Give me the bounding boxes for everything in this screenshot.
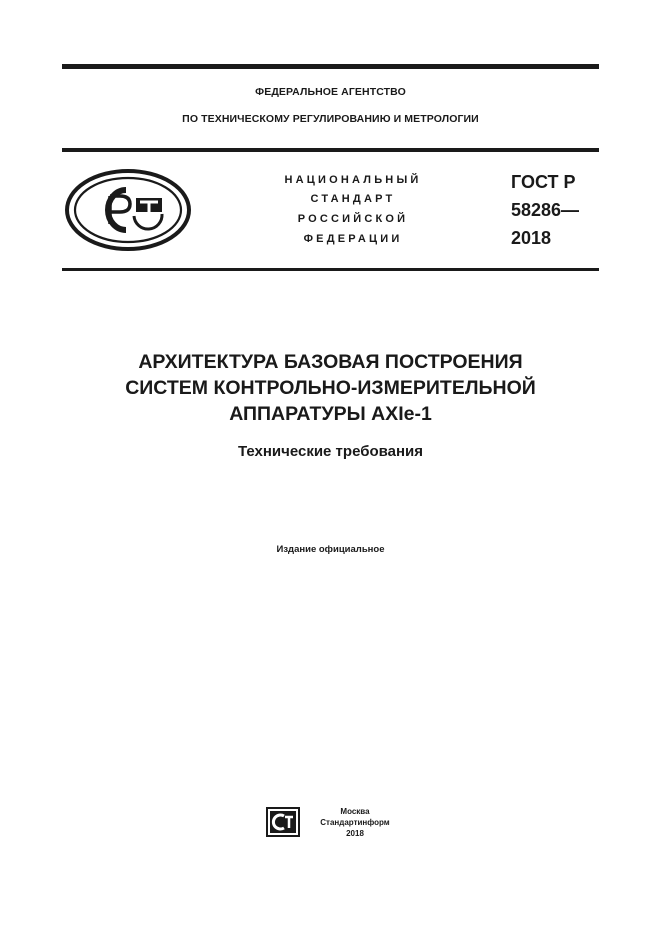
edition-label: Издание официальное	[276, 544, 385, 555]
top-rule	[62, 64, 599, 69]
standard-type-line-1: НАЦИОНАЛЬНЫЙ	[284, 174, 422, 186]
document-title-line-1: АРХИТЕКТУРА БАЗОВАЯ ПОСТРОЕНИЯ	[138, 351, 523, 373]
standartinform-logo-icon	[266, 807, 300, 837]
agency-line-1: ФЕДЕРАЛЬНОЕ АГЕНТСТВО	[255, 86, 406, 98]
standard-code-line-1: ГОСТ Р	[511, 172, 576, 192]
standard-type-line-4: ФЕДЕРАЦИИ	[303, 233, 403, 245]
standard-code-line-3: 2018	[511, 228, 552, 248]
standard-code-line-2: 58286—	[511, 200, 580, 220]
publisher-line-3: 2018	[346, 829, 364, 838]
standard-type-line-2: СТАНДАРТ	[310, 193, 396, 205]
standard-type-line-3: РОССИЙСКОЙ	[297, 213, 409, 225]
document-title-line-2: СИСТЕМ КОНТРОЛЬНО-ИЗМЕРИТЕЛЬНОЙ	[125, 377, 536, 399]
publisher-line-2: Стандартинформ	[320, 818, 390, 827]
document-title-line-3: АППАРАТУРЫ AXIe-1	[229, 403, 432, 425]
bottom-header-rule	[62, 268, 599, 271]
publisher-line-1: Москва	[340, 807, 370, 816]
document-subtitle: Технические требования	[237, 443, 424, 460]
agency-line-2: ПО ТЕХНИЧЕСКОМУ РЕГУЛИРОВАНИЮ И МЕТРОЛОГИИ	[182, 113, 479, 125]
header-rule	[62, 148, 599, 152]
gost-r-logo-icon	[64, 168, 192, 252]
